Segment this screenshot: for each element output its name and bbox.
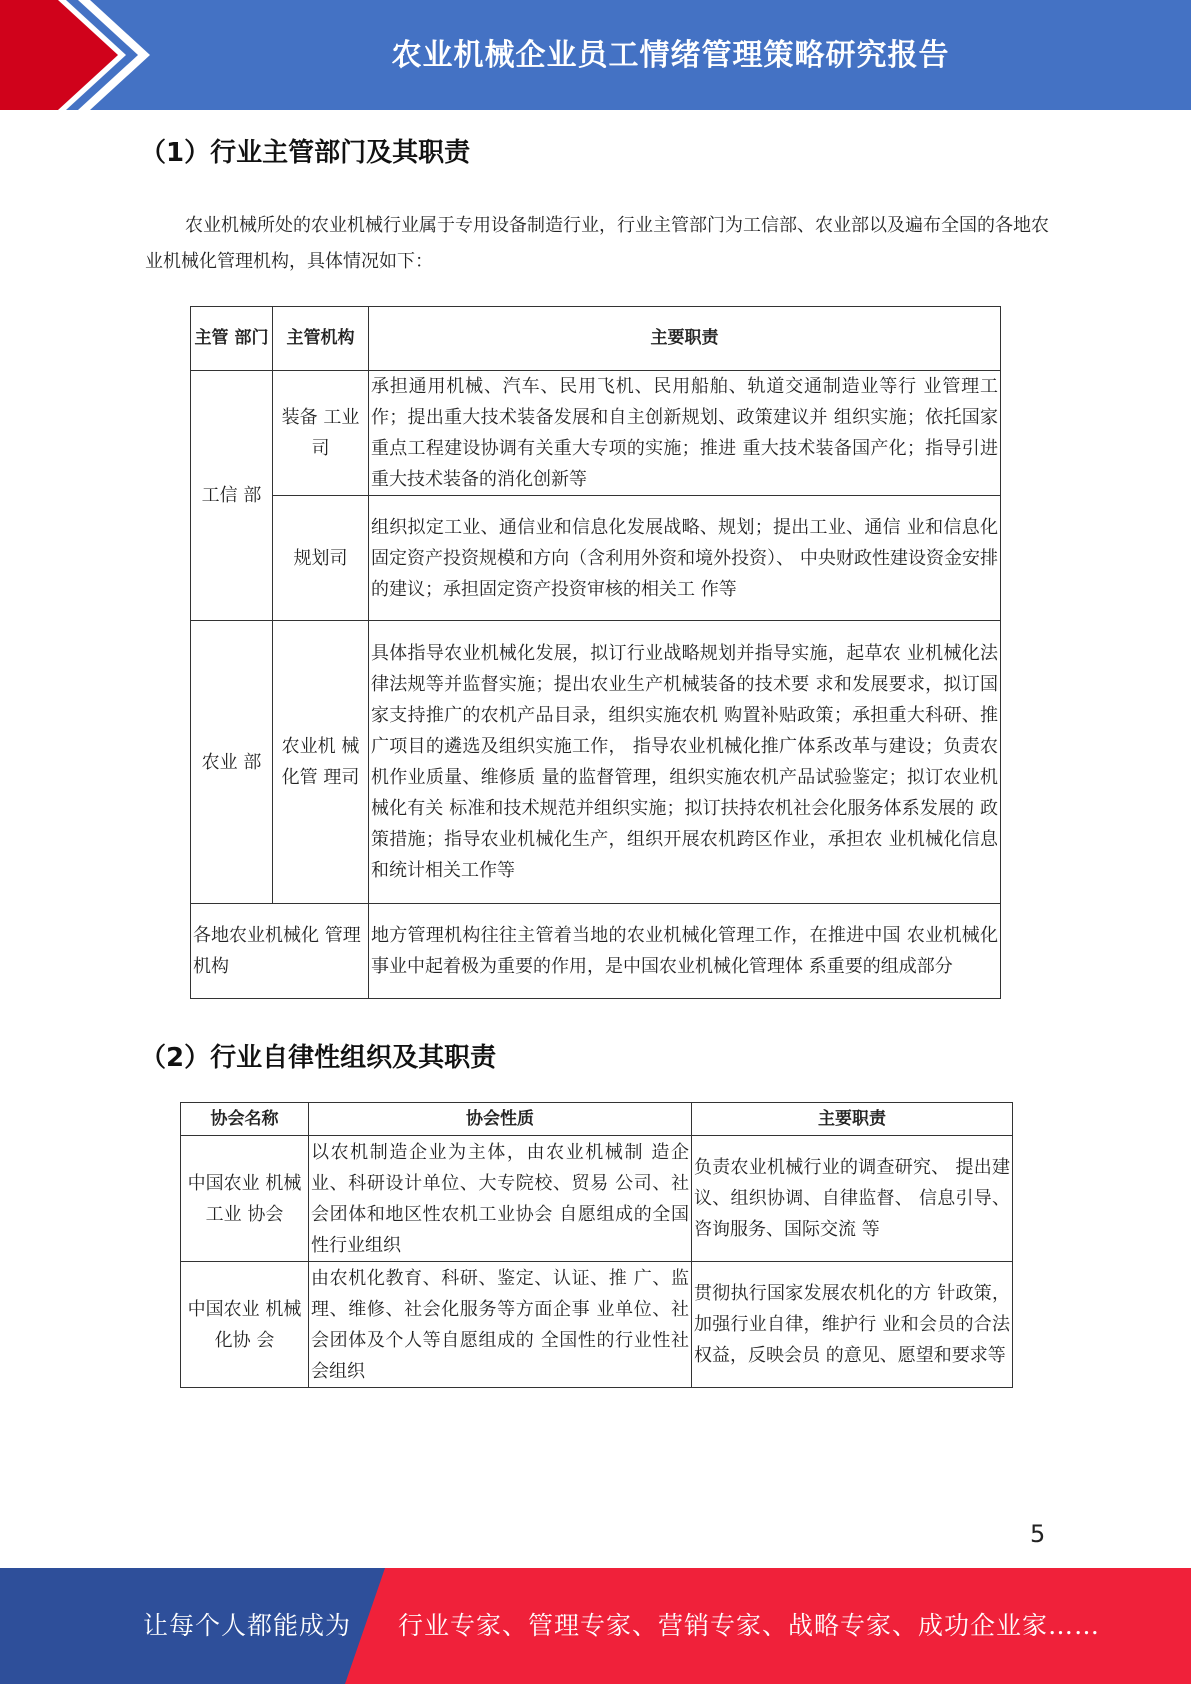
footer-bar <box>0 1568 1191 1684</box>
dept-cell: 工信 部 <box>191 371 273 621</box>
authority-table <box>190 306 1001 999</box>
intro-paragraph: 农业机械所处的农业机械行业属于专用设备制造行业，行业主管部门为工信部、农业部以及遍布全国的各地农业机械化管理机构，具体情况如下： <box>145 215 1049 272</box>
footer-slogan-right: 行业专家、管理专家、营销专家、战略专家、成功企业家…… <box>398 1611 1101 1640</box>
page-number: 5 <box>1030 1520 1046 1548</box>
header-duty: 主要职责 <box>692 1103 1013 1136</box>
table-header-row <box>181 1103 1013 1136</box>
nature-cell: 以农机制造企业为主体，由农业机械制 造企业、科研设计单位、大专院校、贸易 公司、社会团体和地区性农机工业协会 自愿组成的全国性行业组织 <box>309 1136 692 1262</box>
name-cell: 中国农业 机械工业 协会 <box>181 1136 309 1262</box>
duty-cell: 组织拟定工业、通信业和信息化发展战略、规划；提出工业、通信 业和信息化固定资产投资规模和方向（含利用外资和境外投资）、 中央财政性建设资金安排的建议；承担固定资产投资审核的相关工 作等 <box>369 496 1001 621</box>
section-heading-1: （1）行业主管部门及其职责 <box>140 138 471 168</box>
header-org: 主管机构 <box>273 307 369 371</box>
duty-cell: 承担通用机械、汽车、民用飞机、民用船舶、轨道交通制造业等行 业管理工作；提出重大技术装备发展和自主创新规划、政策建议并 组织实施；依托国家重点工程建设协调有关重大专项的实施；推进 重大技术装备国产化；指导引进重大技术装备的消化创新等 <box>369 371 1001 496</box>
report-title: 农业机械企业员工情绪管理策略研究报告 <box>391 38 950 73</box>
org-cell: 装备 工业司 <box>273 371 369 496</box>
footer-slogan-left: 让每个人都能成为 <box>143 1611 352 1640</box>
table-row <box>191 496 1001 621</box>
association-table <box>180 1102 1013 1388</box>
duty-cell: 具体指导农业机械化发展，拟订行业战略规划并指导实施，起草农 业机械化法律法规等并监督实施；提出农业生产机械装备的技术要 求和发展要求，拟订国家支持推广的农机产品目录，组织实施农机 购置补贴政策；承担重大科研、推广项目的遴选及组织实施工作， 指导农业机械化推广体系改革与建设；负责农机作业质量、维修质 量的监督管理，组织实施农机产品试验鉴定；拟订农业机械化有关 标准和技术规范并组织实施；拟订扶持农机社会化服务体系发展的 政策措施；指导农业机械化生产，组织开展农机跨区作业，承担农 业机械化信息和统计相关工作等 <box>369 621 1001 904</box>
header-nature: 协会性质 <box>309 1103 692 1136</box>
section-heading-2: （2）行业自律性组织及其职责 <box>140 1043 497 1073</box>
duty-cell: 贯彻执行国家发展农机化的方 针政策，加强行业自律，维护行 业和会员的合法权益，反映会员 的意见、愿望和要求等 <box>692 1262 1013 1388</box>
table-header-row <box>191 307 1001 371</box>
header-dept: 主管 部门 <box>191 307 273 371</box>
dept-cell: 各地农业机械化 管理机构 <box>191 904 369 999</box>
duty-cell: 地方管理机构往往主管着当地的农业机械化管理工作，在推进中国 农业机械化事业中起着极为重要的作用，是中国农业机械化管理体 系重要的组成部分 <box>369 904 1001 999</box>
header-duty: 主要职责 <box>369 307 1001 371</box>
duty-cell: 负责农业机械行业的调查研究、 提出建议、组织协调、自律监督、 信息引导、咨询服务、国际交流 等 <box>692 1136 1013 1262</box>
header-bar <box>0 0 1191 110</box>
org-cell: 规划司 <box>273 496 369 621</box>
table-row <box>181 1136 1013 1262</box>
nature-cell: 由农机化教育、科研、鉴定、认证、推 广、监理、维修、社会化服务等方面企事 业单位、社会团体及个人等自愿组成的 全国性的行业性社会组织 <box>309 1262 692 1388</box>
name-cell: 中国农业 机械化协 会 <box>181 1262 309 1388</box>
dept-cell: 农业 部 <box>191 621 273 904</box>
table-row <box>181 1262 1013 1388</box>
table-row <box>191 904 1001 999</box>
table-row <box>191 621 1001 904</box>
header-name: 协会名称 <box>181 1103 309 1136</box>
org-cell: 农业机 械化管 理司 <box>273 621 369 904</box>
table-row <box>191 371 1001 496</box>
